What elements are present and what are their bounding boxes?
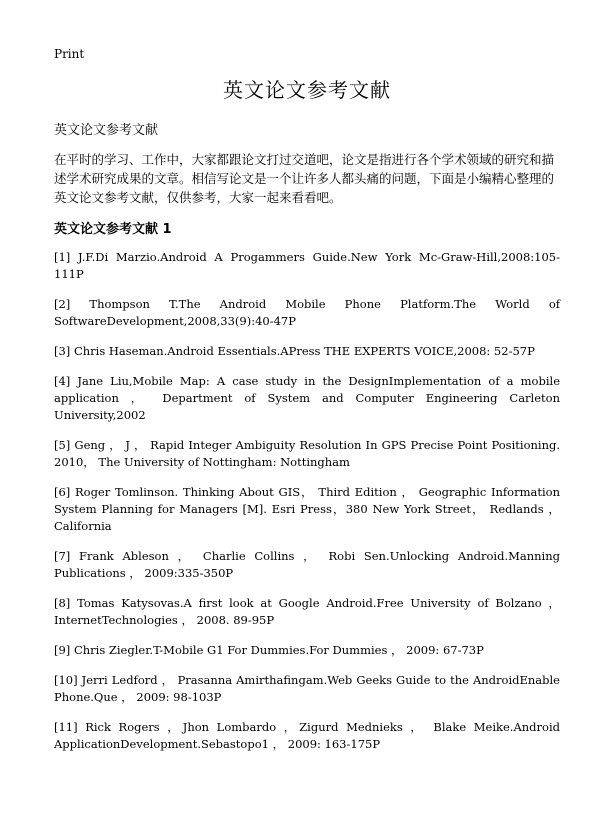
intro-paragraph: 在平时的学习、工作中，大家都跟论文打过交道吧，论文是指进行各个学术领域的研究和描述学术研究成果的文章。相信写论文是一个让许多人都头痛的问题，下面是小编精心整理的英文论文参考文献，仅供参考，大家一起来看看吧。: [54, 152, 555, 205]
reference-item: [11] Rick Rogers ，Jhon Lombardo ，Zigurd Mednieks ， Blake Meike.Android ApplicationDevelopment.Sebastopo1 ， 2009: 163-175P: [54, 720, 560, 751]
reference-item: [8] Tomas Katysovas.A first look at Google Android.Free University of Bolzano ， InternetTechnologies ， 2008. 89-95P: [54, 596, 560, 627]
reference-item: [4] Jane Liu,Mobile Map: A case study in the DesignImplementation of a mobile application ， Department of System and Computer Engineering Carleton University,2002: [54, 374, 560, 422]
section-heading: 英文论文参考文献 1: [54, 222, 172, 237]
reference-item: [3] Chris Haseman.Android Essentials.APress THE EXPERTS VOICE,2008: 52-57P: [54, 344, 535, 358]
reference-item: [7] Frank Ableson ， Charlie Collins ， Robi Sen.Unlocking Android.Manning Publications ， 2009:335-350P: [54, 549, 560, 580]
reference-list: [54, 249, 560, 753]
page-title: 英文论文参考文献: [223, 78, 391, 102]
document-subtitle: 英文论文参考文献: [54, 123, 159, 138]
reference-item: [2] Thompson T.The Android Mobile Phone Platform.The World of SoftwareDevelopment,2008,33(9):40-47P: [54, 297, 560, 328]
reference-item: [6] Roger Tomlinson. Thinking About GIS， Third Edition ， Geographic Information System Planning for Managers [M]. Esri Press，380 New York Street， Redlands ， California: [54, 485, 560, 533]
print-link[interactable]: Print: [54, 47, 85, 61]
reference-item: [9] Chris Ziegler.T-Mobile G1 For Dummies.For Dummies ， 2009: 67-73P: [54, 643, 484, 657]
reference-item: [10] Jerri Ledford ， Prasanna Amirthafingam.Web Geeks Guide to the AndroidEnable Phone.Que ， 2009: 98-103P: [54, 673, 560, 704]
reference-item: [5] Geng ， J ， Rapid Integer Ambiguity Resolution In GPS Precise Point Positioning. 2010， The University of Nottingham: Nottingham: [54, 438, 560, 469]
reference-item: [1] J.F.Di Marzio.Android A Progammers Guide.New York Mc-Graw-Hill,2008:105-111P: [54, 250, 560, 281]
